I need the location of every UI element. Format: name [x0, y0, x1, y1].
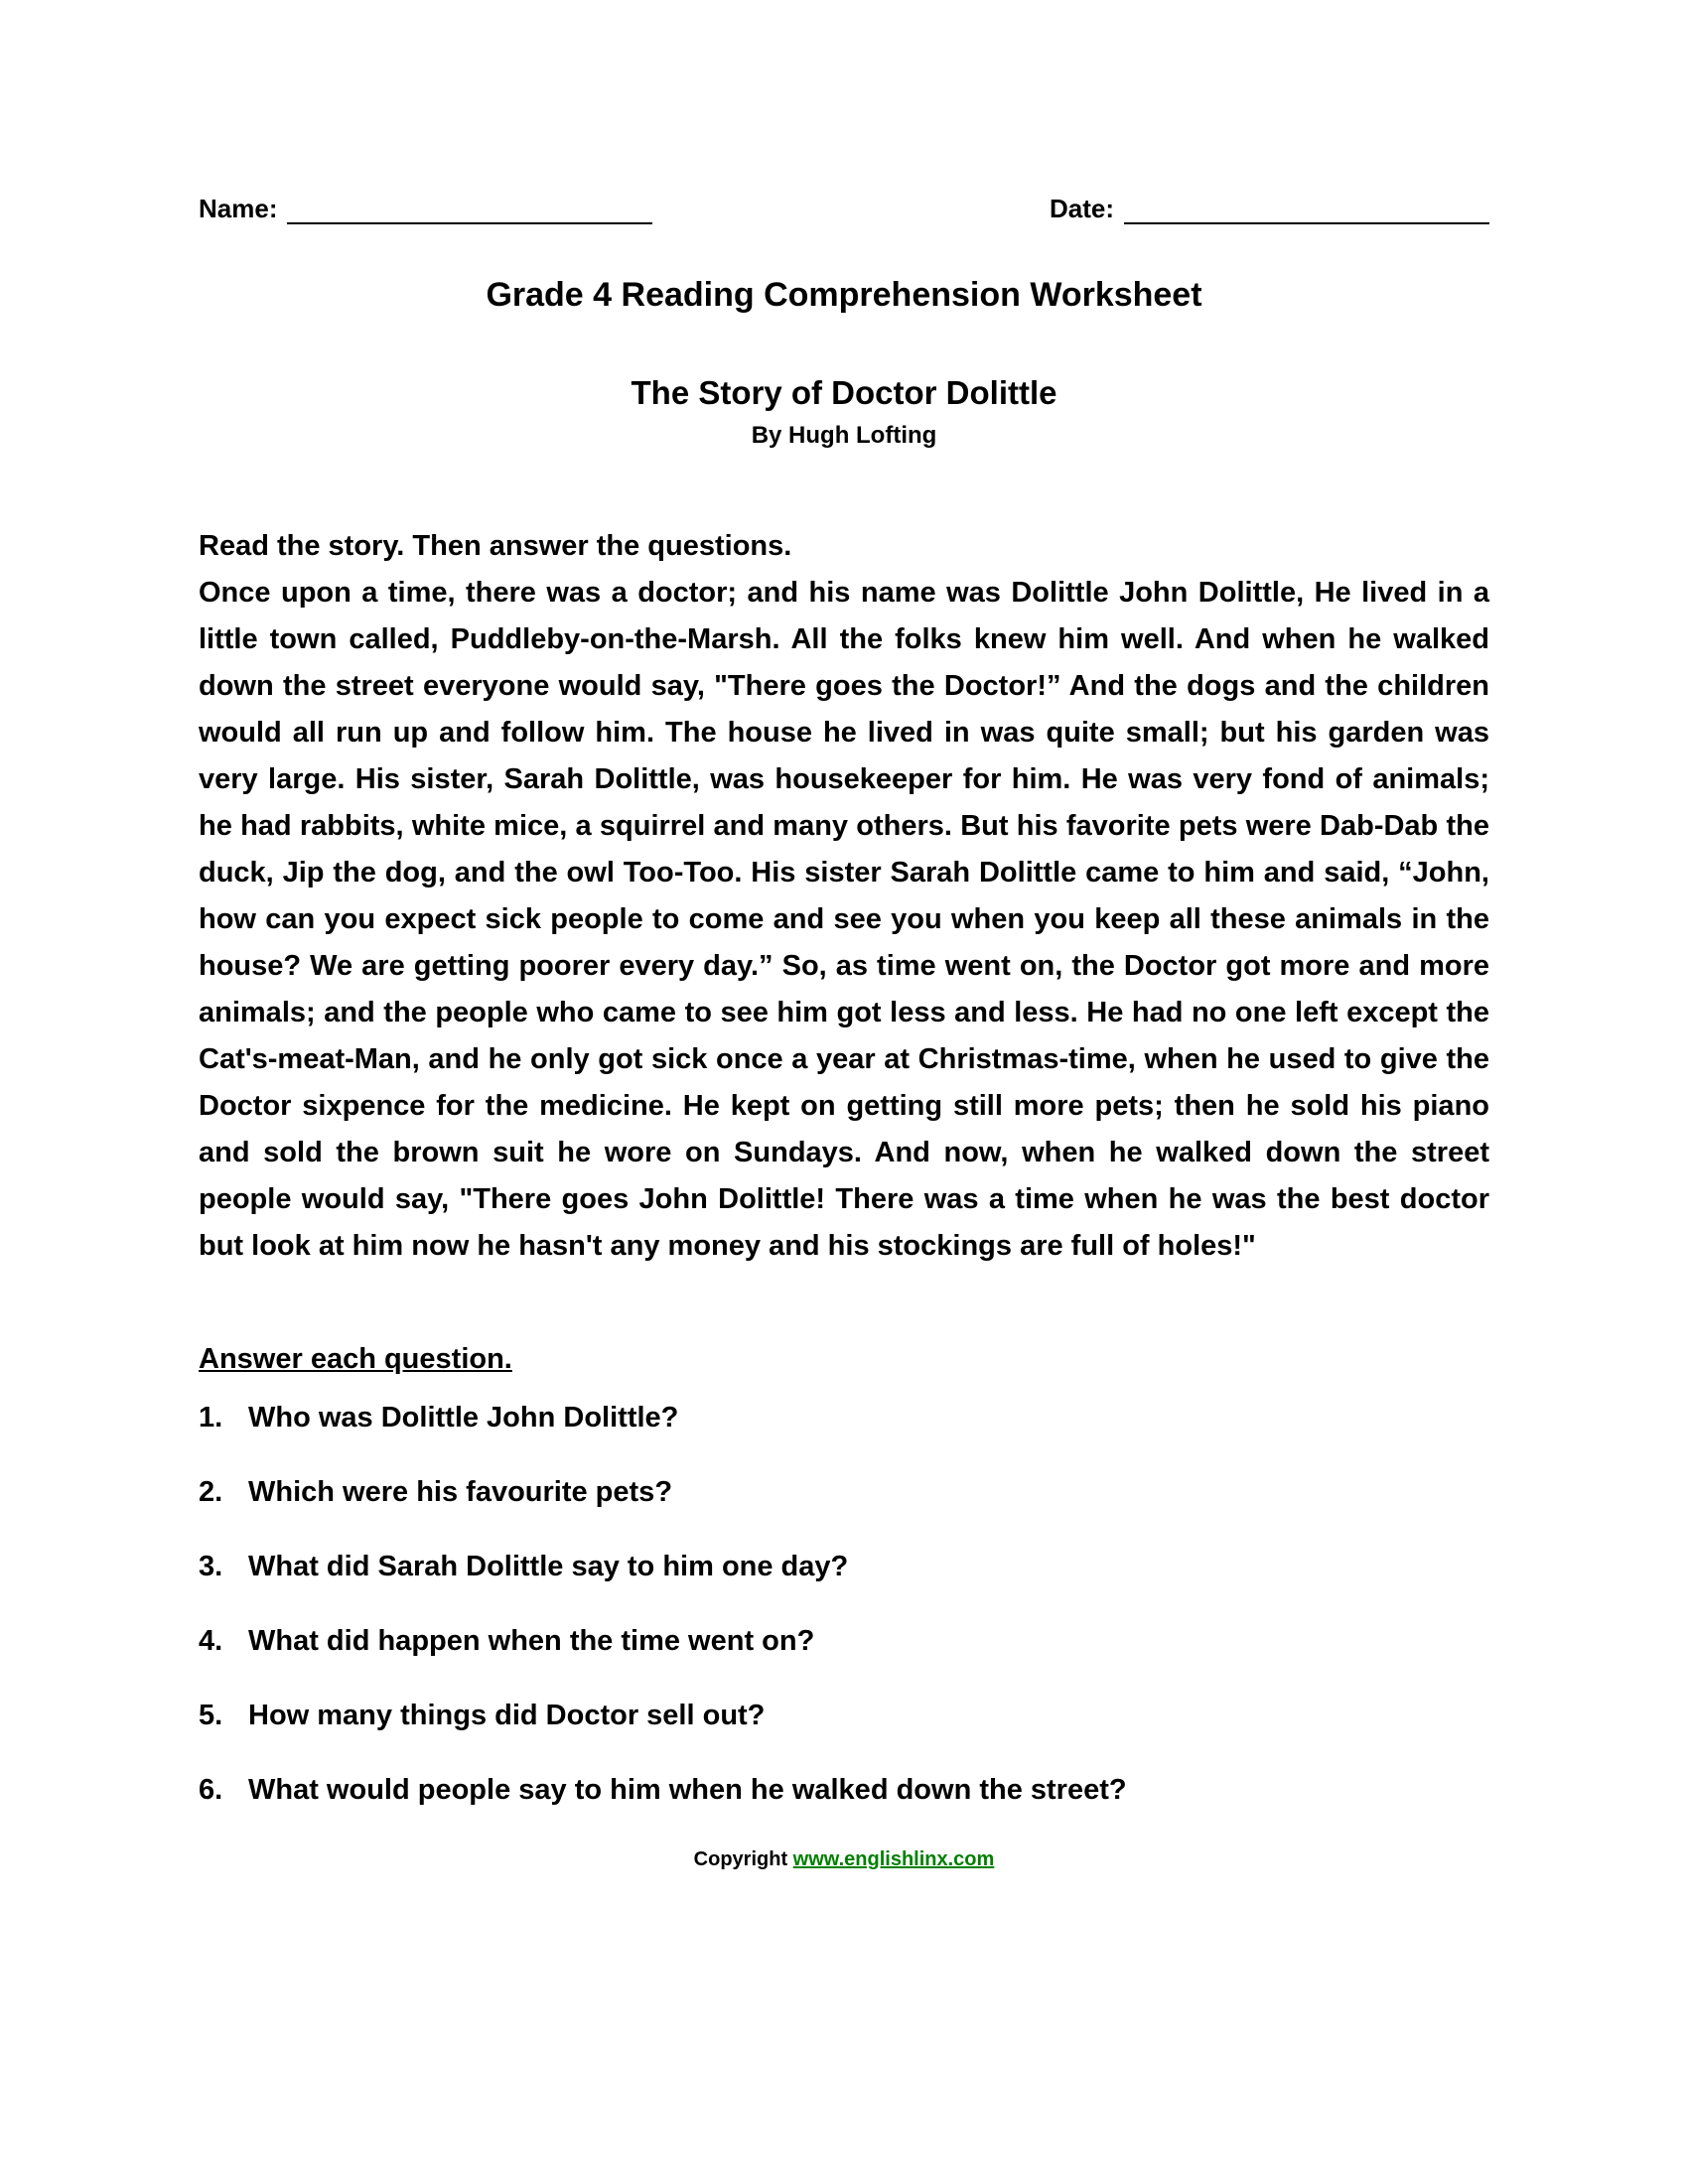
question-item [199, 1774, 1489, 1807]
question-text: How many things did Doctor sell out? [248, 1699, 766, 1731]
question-number: 3. [199, 1550, 223, 1582]
name-date-row [199, 194, 1489, 224]
question-number: 2. [199, 1475, 223, 1508]
question-item [199, 1700, 1489, 1732]
question-number: 4. [199, 1624, 223, 1657]
story-text: Once upon a time, there was a doctor; and his name was Dolittle John Dolittle, He lived in a little town called, Puddleby-on-the-Marsh. All the folks knew him well. And when he walked down the street everyone would say, "There goes the Doctor!” And the dogs and the children would all run up and follow him. The house he lived in was quite small; but his garden was very large. His sister, Sarah Dolittle, was housekeeper for him. He was very fond of animals; he had rabbits, white mice, a squirrel and many others. But his favorite pets were Dab-Dab the duck, Jip the dog, and the owl Too-Too. His sister Sarah Dolittle came to him and said, “John, how can you expect sick people to come and see you when you keep all these animals in the house? We are getting poorer every day.” So, as time went on, the Doctor got more and more animals; and the people who came to see him got less and less. He had no one left except the Cat's-meat-Man, and he only got sick once a year at Christmas-time, when he used to give the Doctor sixpence for the medicine. He kept on getting still more pets; then he sold his piano and sold the brown suit he wore on Sundays. And now, when he walked down the street people would say, "There goes John Dolittle! There was a time when he was the best doctor but look at him now he hasn't any money and his stockings are full of holes!" [199, 576, 1489, 1262]
question-item [199, 1625, 1489, 1658]
question-number: 6. [199, 1773, 223, 1806]
questions-list [199, 1402, 1489, 1807]
story-title: The Story of Doctor Dolittle [631, 374, 1057, 411]
copyright-link[interactable]: www.englishlinx.com [792, 1847, 995, 1870]
questions-header-text: Answer each question. [199, 1342, 512, 1375]
name-label: Name: [199, 194, 278, 223]
question-text: What would people say to him when he walked down the street? [248, 1773, 1127, 1806]
question-item [199, 1551, 1489, 1583]
question-text: Which were his favourite pets? [248, 1475, 673, 1508]
instructions-line: Read the story. Then answer the questions. [199, 530, 792, 562]
worksheet-title: Grade 4 Reading Comprehension Worksheet [486, 276, 1202, 314]
questions-header [199, 1343, 1489, 1376]
question-item [199, 1402, 1489, 1434]
copyright-label: Copyright [693, 1847, 788, 1870]
story-author: By Hugh Lofting [751, 422, 937, 449]
question-text: What did Sarah Dolittle say to him one day? [248, 1550, 849, 1582]
question-item [199, 1476, 1489, 1509]
question-number: 5. [199, 1699, 223, 1731]
question-text: What did happen when the time went on? [248, 1624, 815, 1657]
name-field [199, 194, 652, 224]
date-blank[interactable] [1124, 195, 1489, 224]
date-label: Date: [1049, 194, 1114, 223]
footer [199, 1848, 1489, 1871]
question-text: Who was Dolittle John Dolittle? [248, 1401, 679, 1433]
question-number: 1. [199, 1401, 223, 1433]
name-blank[interactable] [287, 195, 652, 224]
date-field [1050, 194, 1489, 224]
